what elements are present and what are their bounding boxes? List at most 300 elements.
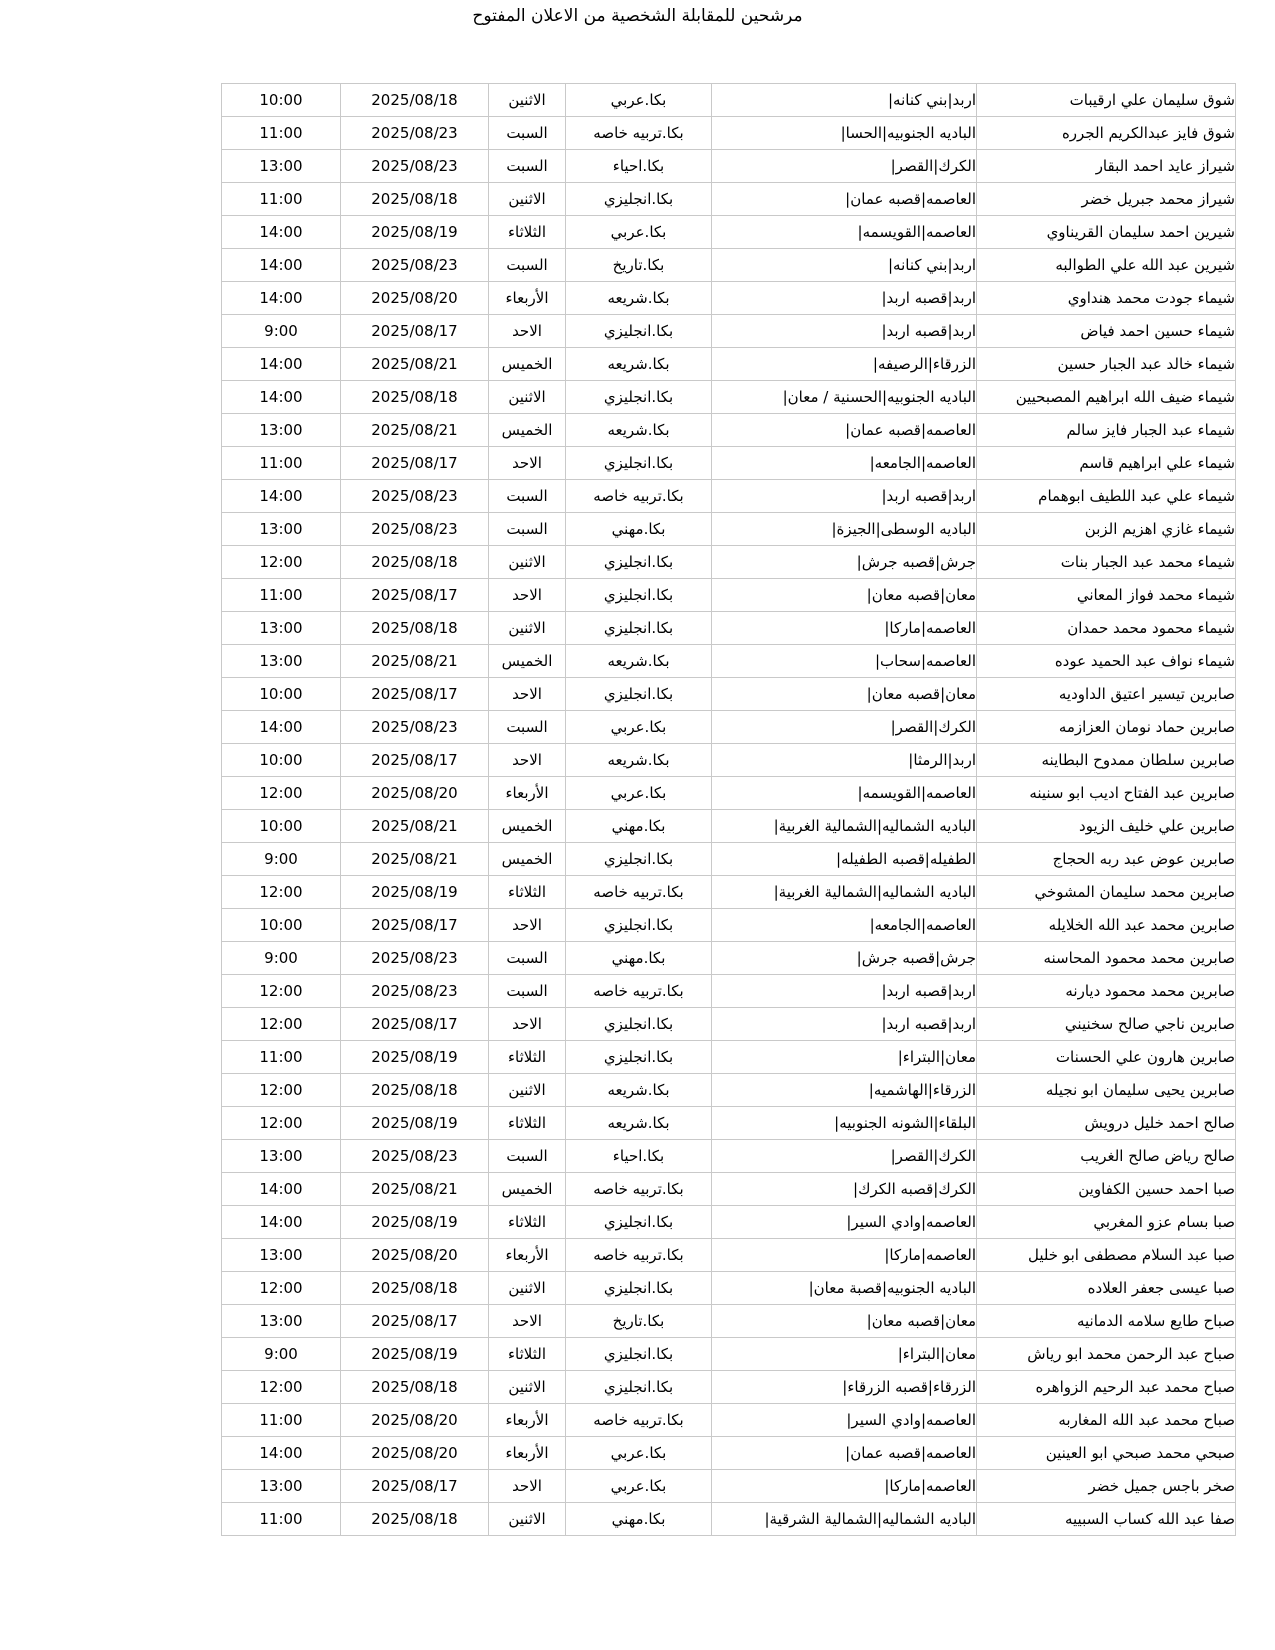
location-cell: الكرك|قصبه الكرك| — [712, 1173, 977, 1206]
date-cell: 2025/08/21 — [341, 843, 489, 876]
day-cell: الاثنين — [489, 84, 566, 117]
time-cell: 14:00 — [222, 1437, 341, 1470]
table-row — [222, 249, 1236, 282]
qualification-cell: بكا.مهني — [566, 810, 712, 843]
qualification-cell: بكا.احياء — [566, 150, 712, 183]
candidate-name-cell: شيرين احمد سليمان القريناوي — [977, 216, 1236, 249]
time-cell: 11:00 — [222, 447, 341, 480]
candidate-name-cell: صباح طايع سلامه الدمانيه — [977, 1305, 1236, 1338]
time-cell: 12:00 — [222, 546, 341, 579]
candidate-name-cell: صابرين يحيى سليمان ابو نجيله — [977, 1074, 1236, 1107]
time-cell: 14:00 — [222, 216, 341, 249]
date-cell: 2025/08/18 — [341, 381, 489, 414]
location-cell: العاصمه|قصبه عمان| — [712, 183, 977, 216]
qualification-cell: بكا.شريعه — [566, 744, 712, 777]
table-row — [222, 1074, 1236, 1107]
location-cell: العاصمه|ماركا| — [712, 612, 977, 645]
location-cell: الطفيله|قصبه الطفيله| — [712, 843, 977, 876]
location-cell: معان|البتراء| — [712, 1041, 977, 1074]
location-cell: اربد|قصبه اربد| — [712, 975, 977, 1008]
qualification-cell: بكا.انجليزي — [566, 612, 712, 645]
qualification-cell: بكا.شريعه — [566, 1107, 712, 1140]
qualification-cell: بكا.شريعه — [566, 282, 712, 315]
date-cell: 2025/08/23 — [341, 1140, 489, 1173]
date-cell: 2025/08/18 — [341, 1074, 489, 1107]
date-cell: 2025/08/17 — [341, 1470, 489, 1503]
location-cell: الباديه الشماليه|الشمالية الغربية| — [712, 876, 977, 909]
day-cell: الأربعاء — [489, 1437, 566, 1470]
qualification-cell: بكا.انجليزي — [566, 1041, 712, 1074]
location-cell: اربد|بني كنانه| — [712, 249, 977, 282]
location-cell: الباديه الوسطى|الجيزة| — [712, 513, 977, 546]
table-row — [222, 579, 1236, 612]
day-cell: السبت — [489, 1140, 566, 1173]
qualification-cell: بكا.تربيه خاصه — [566, 1239, 712, 1272]
location-cell: اربد|قصبه اربد| — [712, 480, 977, 513]
qualification-cell: بكا.تربيه خاصه — [566, 1404, 712, 1437]
candidate-name-cell: شيماء خالد عبد الجبار حسين — [977, 348, 1236, 381]
candidate-name-cell: شيماء عبد الجبار فايز سالم — [977, 414, 1236, 447]
table-row — [222, 348, 1236, 381]
date-cell: 2025/08/23 — [341, 117, 489, 150]
day-cell: الاثنين — [489, 381, 566, 414]
day-cell: الخميس — [489, 1173, 566, 1206]
day-cell: الخميس — [489, 414, 566, 447]
qualification-cell: بكا.تاريخ — [566, 1305, 712, 1338]
day-cell: الخميس — [489, 810, 566, 843]
candidate-name-cell: صفا عبد الله كساب السبييه — [977, 1503, 1236, 1536]
day-cell: الثلاثاء — [489, 1338, 566, 1371]
day-cell: الاثنين — [489, 546, 566, 579]
time-cell: 13:00 — [222, 513, 341, 546]
candidates-table — [221, 83, 1236, 1536]
time-cell: 12:00 — [222, 1008, 341, 1041]
table-row — [222, 183, 1236, 216]
location-cell: الباديه الجنوبيه|الحسا| — [712, 117, 977, 150]
table-row — [222, 843, 1236, 876]
table-row — [222, 975, 1236, 1008]
time-cell: 13:00 — [222, 1239, 341, 1272]
time-cell: 13:00 — [222, 1140, 341, 1173]
time-cell: 14:00 — [222, 1206, 341, 1239]
candidate-name-cell: شيماء محمد عبد الجبار بنات — [977, 546, 1236, 579]
time-cell: 14:00 — [222, 249, 341, 282]
day-cell: الخميس — [489, 348, 566, 381]
table-row — [222, 1272, 1236, 1305]
time-cell: 12:00 — [222, 876, 341, 909]
table-row — [222, 876, 1236, 909]
candidate-name-cell: شيماء محمود محمد حمدان — [977, 612, 1236, 645]
table-row — [222, 678, 1236, 711]
candidate-name-cell: صابرين عبد الفتاح اديب ابو سنينه — [977, 777, 1236, 810]
table-row — [222, 546, 1236, 579]
time-cell: 9:00 — [222, 315, 341, 348]
location-cell: الزرقاء|الرصيفه| — [712, 348, 977, 381]
date-cell: 2025/08/20 — [341, 1404, 489, 1437]
location-cell: العاصمه|الجامعه| — [712, 447, 977, 480]
time-cell: 13:00 — [222, 645, 341, 678]
candidate-name-cell: شيراز محمد جبريل خضر — [977, 183, 1236, 216]
day-cell: الاحد — [489, 1008, 566, 1041]
time-cell: 13:00 — [222, 612, 341, 645]
qualification-cell: بكا.تربيه خاصه — [566, 480, 712, 513]
day-cell: الاثنين — [489, 1074, 566, 1107]
candidate-name-cell: صابرين تيسير اعتيق الداوديه — [977, 678, 1236, 711]
time-cell: 12:00 — [222, 1371, 341, 1404]
qualification-cell: بكا.عربي — [566, 1470, 712, 1503]
table-row — [222, 315, 1236, 348]
time-cell: 11:00 — [222, 1041, 341, 1074]
qualification-cell: بكا.انجليزي — [566, 381, 712, 414]
table-row — [222, 1173, 1236, 1206]
candidate-name-cell: صباح عبد الرحمن محمد ابو رياش — [977, 1338, 1236, 1371]
location-cell: اربد|قصبه اربد| — [712, 315, 977, 348]
candidate-name-cell: صابرين علي خليف الزيود — [977, 810, 1236, 843]
table-row — [222, 1503, 1236, 1536]
location-cell: الزرقاء|قصبه الزرقاء| — [712, 1371, 977, 1404]
date-cell: 2025/08/17 — [341, 315, 489, 348]
time-cell: 11:00 — [222, 117, 341, 150]
qualification-cell: بكا.انجليزي — [566, 447, 712, 480]
day-cell: السبت — [489, 117, 566, 150]
day-cell: الاحد — [489, 579, 566, 612]
day-cell: الاحد — [489, 909, 566, 942]
candidates-table-body — [222, 84, 1236, 1536]
candidate-name-cell: صخر باجس جميل خضر — [977, 1470, 1236, 1503]
location-cell: البلقاء|الشونه الجنوبيه| — [712, 1107, 977, 1140]
qualification-cell: بكا.انجليزي — [566, 909, 712, 942]
table-row — [222, 414, 1236, 447]
qualification-cell: بكا.تاريخ — [566, 249, 712, 282]
day-cell: الثلاثاء — [489, 876, 566, 909]
date-cell: 2025/08/17 — [341, 579, 489, 612]
table-row — [222, 744, 1236, 777]
table-row — [222, 711, 1236, 744]
qualification-cell: بكا.تربيه خاصه — [566, 1173, 712, 1206]
date-cell: 2025/08/21 — [341, 348, 489, 381]
qualification-cell: بكا.انجليزي — [566, 546, 712, 579]
time-cell: 10:00 — [222, 84, 341, 117]
location-cell: معان|قصبه معان| — [712, 678, 977, 711]
qualification-cell: بكا.انجليزي — [566, 843, 712, 876]
time-cell: 10:00 — [222, 810, 341, 843]
day-cell: السبت — [489, 513, 566, 546]
candidate-name-cell: صابرين محمد محمود المحاسنه — [977, 942, 1236, 975]
time-cell: 11:00 — [222, 1404, 341, 1437]
day-cell: السبت — [489, 480, 566, 513]
qualification-cell: بكا.انجليزي — [566, 315, 712, 348]
candidate-name-cell: صالح احمد خليل درويش — [977, 1107, 1236, 1140]
day-cell: الأربعاء — [489, 777, 566, 810]
candidate-name-cell: شوق سليمان علي ارقيبات — [977, 84, 1236, 117]
day-cell: الثلاثاء — [489, 1206, 566, 1239]
date-cell: 2025/08/21 — [341, 1173, 489, 1206]
day-cell: الاحد — [489, 447, 566, 480]
location-cell: العاصمه|وادي السير| — [712, 1404, 977, 1437]
date-cell: 2025/08/19 — [341, 216, 489, 249]
day-cell: الاثنين — [489, 183, 566, 216]
location-cell: العاصمه|ماركا| — [712, 1239, 977, 1272]
table-row — [222, 480, 1236, 513]
candidate-name-cell: شيماء علي ابراهيم قاسم — [977, 447, 1236, 480]
day-cell: الاحد — [489, 1305, 566, 1338]
date-cell: 2025/08/20 — [341, 1239, 489, 1272]
table-row — [222, 117, 1236, 150]
location-cell: اربد|بني كنانه| — [712, 84, 977, 117]
day-cell: الاحد — [489, 1470, 566, 1503]
date-cell: 2025/08/17 — [341, 1305, 489, 1338]
location-cell: العاصمه|وادي السير| — [712, 1206, 977, 1239]
date-cell: 2025/08/19 — [341, 1338, 489, 1371]
date-cell: 2025/08/18 — [341, 84, 489, 117]
time-cell: 10:00 — [222, 678, 341, 711]
time-cell: 14:00 — [222, 1173, 341, 1206]
time-cell: 13:00 — [222, 150, 341, 183]
date-cell: 2025/08/23 — [341, 513, 489, 546]
location-cell: العاصمه|قصبه عمان| — [712, 414, 977, 447]
qualification-cell: بكا.شريعه — [566, 348, 712, 381]
date-cell: 2025/08/23 — [341, 942, 489, 975]
table-row — [222, 150, 1236, 183]
table-row — [222, 513, 1236, 546]
candidate-name-cell: صابرين سلطان ممدوح البطاينه — [977, 744, 1236, 777]
date-cell: 2025/08/23 — [341, 150, 489, 183]
qualification-cell: بكا.شريعه — [566, 645, 712, 678]
day-cell: الاثنين — [489, 1503, 566, 1536]
location-cell: العاصمه|الجامعه| — [712, 909, 977, 942]
date-cell: 2025/08/17 — [341, 678, 489, 711]
day-cell: الخميس — [489, 843, 566, 876]
qualification-cell: بكا.عربي — [566, 711, 712, 744]
time-cell: 13:00 — [222, 1305, 341, 1338]
table-row — [222, 1107, 1236, 1140]
table-row — [222, 1470, 1236, 1503]
qualification-cell: بكا.عربي — [566, 84, 712, 117]
table-row — [222, 1206, 1236, 1239]
candidate-name-cell: شيماء جودت محمد هنداوي — [977, 282, 1236, 315]
location-cell: معان|قصبه معان| — [712, 1305, 977, 1338]
table-row — [222, 645, 1236, 678]
table-row — [222, 1338, 1236, 1371]
table-row — [222, 942, 1236, 975]
location-cell: العاصمه|سحاب| — [712, 645, 977, 678]
table-row — [222, 381, 1236, 414]
table-row — [222, 216, 1236, 249]
date-cell: 2025/08/21 — [341, 810, 489, 843]
location-cell: جرش|قصبه جرش| — [712, 942, 977, 975]
qualification-cell: بكا.انجليزي — [566, 1008, 712, 1041]
date-cell: 2025/08/23 — [341, 480, 489, 513]
day-cell: السبت — [489, 975, 566, 1008]
time-cell: 10:00 — [222, 744, 341, 777]
time-cell: 12:00 — [222, 1074, 341, 1107]
table-row — [222, 1041, 1236, 1074]
day-cell: الأربعاء — [489, 282, 566, 315]
candidate-name-cell: صابرين محمد محمود ديارنه — [977, 975, 1236, 1008]
location-cell: معان|قصبه معان| — [712, 579, 977, 612]
candidate-name-cell: شيماء ضيف الله ابراهيم المصبحيين — [977, 381, 1236, 414]
date-cell: 2025/08/18 — [341, 546, 489, 579]
time-cell: 14:00 — [222, 711, 341, 744]
candidate-name-cell: صابرين عوض عبد ربه الحجاج — [977, 843, 1236, 876]
table-row — [222, 84, 1236, 117]
time-cell: 12:00 — [222, 1272, 341, 1305]
candidate-name-cell: صابرين ناجي صالح سخنيني — [977, 1008, 1236, 1041]
day-cell: الخميس — [489, 645, 566, 678]
location-cell: العاصمه|القويسمه| — [712, 777, 977, 810]
date-cell: 2025/08/17 — [341, 909, 489, 942]
location-cell: الباديه الجنوبيه|الحسنية / معان| — [712, 381, 977, 414]
date-cell: 2025/08/18 — [341, 1371, 489, 1404]
qualification-cell: بكا.مهني — [566, 513, 712, 546]
date-cell: 2025/08/23 — [341, 249, 489, 282]
candidate-name-cell: صابرين محمد سليمان المشوخي — [977, 876, 1236, 909]
qualification-cell: بكا.انجليزي — [566, 678, 712, 711]
candidate-name-cell: صالح رياض صالح الغريب — [977, 1140, 1236, 1173]
date-cell: 2025/08/20 — [341, 1437, 489, 1470]
day-cell: الأربعاء — [489, 1239, 566, 1272]
location-cell: اربد|الرمثا| — [712, 744, 977, 777]
location-cell: العاصمه|قصبه عمان| — [712, 1437, 977, 1470]
table-row — [222, 612, 1236, 645]
day-cell: الاثنين — [489, 1272, 566, 1305]
candidate-name-cell: شوق فايز عبدالكريم الجرره — [977, 117, 1236, 150]
table-row — [222, 1305, 1236, 1338]
time-cell: 14:00 — [222, 381, 341, 414]
qualification-cell: بكا.شريعه — [566, 414, 712, 447]
location-cell: اربد|قصبه اربد| — [712, 1008, 977, 1041]
candidate-name-cell: شيراز عايد احمد البقار — [977, 150, 1236, 183]
date-cell: 2025/08/21 — [341, 414, 489, 447]
location-cell: العاصمه|ماركا| — [712, 1470, 977, 1503]
location-cell: اربد|قصبه اربد| — [712, 282, 977, 315]
qualification-cell: بكا.انجليزي — [566, 1371, 712, 1404]
candidate-name-cell: صابرين محمد عبد الله الخلايله — [977, 909, 1236, 942]
date-cell: 2025/08/23 — [341, 975, 489, 1008]
page-title: مرشحين للمقابلة الشخصية من الاعلان المفتوح — [472, 6, 803, 26]
table-row — [222, 1140, 1236, 1173]
candidate-name-cell: صابرين حماد نومان العزازمه — [977, 711, 1236, 744]
table-row — [222, 777, 1236, 810]
date-cell: 2025/08/17 — [341, 744, 489, 777]
day-cell: الاحد — [489, 678, 566, 711]
qualification-cell: بكا.انجليزي — [566, 1338, 712, 1371]
date-cell: 2025/08/21 — [341, 645, 489, 678]
location-cell: الباديه الجنوبيه|قصبة معان| — [712, 1272, 977, 1305]
candidate-name-cell: شيماء حسين احمد فياض — [977, 315, 1236, 348]
qualification-cell: بكا.مهني — [566, 1503, 712, 1536]
location-cell: الكرك|القصر| — [712, 150, 977, 183]
time-cell: 9:00 — [222, 1338, 341, 1371]
qualification-cell: بكا.انجليزي — [566, 1206, 712, 1239]
qualification-cell: بكا.تربيه خاصه — [566, 876, 712, 909]
day-cell: الثلاثاء — [489, 1107, 566, 1140]
candidate-name-cell: صبحي محمد صبحي ابو العينين — [977, 1437, 1236, 1470]
location-cell: الكرك|القصر| — [712, 1140, 977, 1173]
date-cell: 2025/08/19 — [341, 1206, 489, 1239]
time-cell: 11:00 — [222, 183, 341, 216]
time-cell: 12:00 — [222, 1107, 341, 1140]
location-cell: الباديه الشماليه|الشمالية الشرقية| — [712, 1503, 977, 1536]
qualification-cell: بكا.انجليزي — [566, 1272, 712, 1305]
table-row — [222, 1404, 1236, 1437]
time-cell: 13:00 — [222, 414, 341, 447]
day-cell: السبت — [489, 150, 566, 183]
date-cell: 2025/08/19 — [341, 1041, 489, 1074]
candidate-name-cell: صباح محمد عبد الرحيم الزواهره — [977, 1371, 1236, 1404]
day-cell: الاحد — [489, 315, 566, 348]
day-cell: الاثنين — [489, 1371, 566, 1404]
table-row — [222, 1371, 1236, 1404]
day-cell: الأربعاء — [489, 1404, 566, 1437]
day-cell: الاثنين — [489, 612, 566, 645]
table-row — [222, 1437, 1236, 1470]
candidate-name-cell: شيماء نواف عبد الحميد عوده — [977, 645, 1236, 678]
qualification-cell: بكا.احياء — [566, 1140, 712, 1173]
date-cell: 2025/08/20 — [341, 777, 489, 810]
candidate-name-cell: صبا احمد حسين الكفاوين — [977, 1173, 1236, 1206]
day-cell: السبت — [489, 711, 566, 744]
candidate-name-cell: شيماء محمد فواز المعاني — [977, 579, 1236, 612]
date-cell: 2025/08/20 — [341, 282, 489, 315]
candidate-name-cell: شيماء علي عبد اللطيف ابوهمام — [977, 480, 1236, 513]
date-cell: 2025/08/18 — [341, 1503, 489, 1536]
date-cell: 2025/08/18 — [341, 183, 489, 216]
date-cell: 2025/08/23 — [341, 711, 489, 744]
qualification-cell: بكا.شريعه — [566, 1074, 712, 1107]
candidate-name-cell: صبا عبد السلام مصطفى ابو خليل — [977, 1239, 1236, 1272]
qualification-cell: بكا.مهني — [566, 942, 712, 975]
time-cell: 9:00 — [222, 942, 341, 975]
date-cell: 2025/08/17 — [341, 447, 489, 480]
qualification-cell: بكا.انجليزي — [566, 183, 712, 216]
qualification-cell: بكا.انجليزي — [566, 579, 712, 612]
time-cell: 14:00 — [222, 348, 341, 381]
day-cell: الثلاثاء — [489, 1041, 566, 1074]
time-cell: 12:00 — [222, 777, 341, 810]
time-cell: 10:00 — [222, 909, 341, 942]
location-cell: الزرقاء|الهاشميه| — [712, 1074, 977, 1107]
time-cell: 14:00 — [222, 282, 341, 315]
day-cell: الثلاثاء — [489, 216, 566, 249]
table-row — [222, 447, 1236, 480]
table-row — [222, 1239, 1236, 1272]
location-cell: معان|البتراء| — [712, 1338, 977, 1371]
date-cell: 2025/08/17 — [341, 1008, 489, 1041]
time-cell: 11:00 — [222, 1503, 341, 1536]
qualification-cell: بكا.عربي — [566, 216, 712, 249]
table-row — [222, 282, 1236, 315]
table-row — [222, 810, 1236, 843]
time-cell: 11:00 — [222, 579, 341, 612]
time-cell: 9:00 — [222, 843, 341, 876]
location-cell: العاصمه|القويسمه| — [712, 216, 977, 249]
location-cell: الكرك|القصر| — [712, 711, 977, 744]
date-cell: 2025/08/18 — [341, 1272, 489, 1305]
location-cell: الباديه الشماليه|الشمالية الغربية| — [712, 810, 977, 843]
time-cell: 13:00 — [222, 1470, 341, 1503]
location-cell: جرش|قصبه جرش| — [712, 546, 977, 579]
day-cell: الاحد — [489, 744, 566, 777]
qualification-cell: بكا.عربي — [566, 777, 712, 810]
day-cell: السبت — [489, 942, 566, 975]
date-cell: 2025/08/19 — [341, 1107, 489, 1140]
candidate-name-cell: صبا بسام عزو المغربي — [977, 1206, 1236, 1239]
date-cell: 2025/08/19 — [341, 876, 489, 909]
date-cell: 2025/08/18 — [341, 612, 489, 645]
table-row — [222, 909, 1236, 942]
day-cell: السبت — [489, 249, 566, 282]
